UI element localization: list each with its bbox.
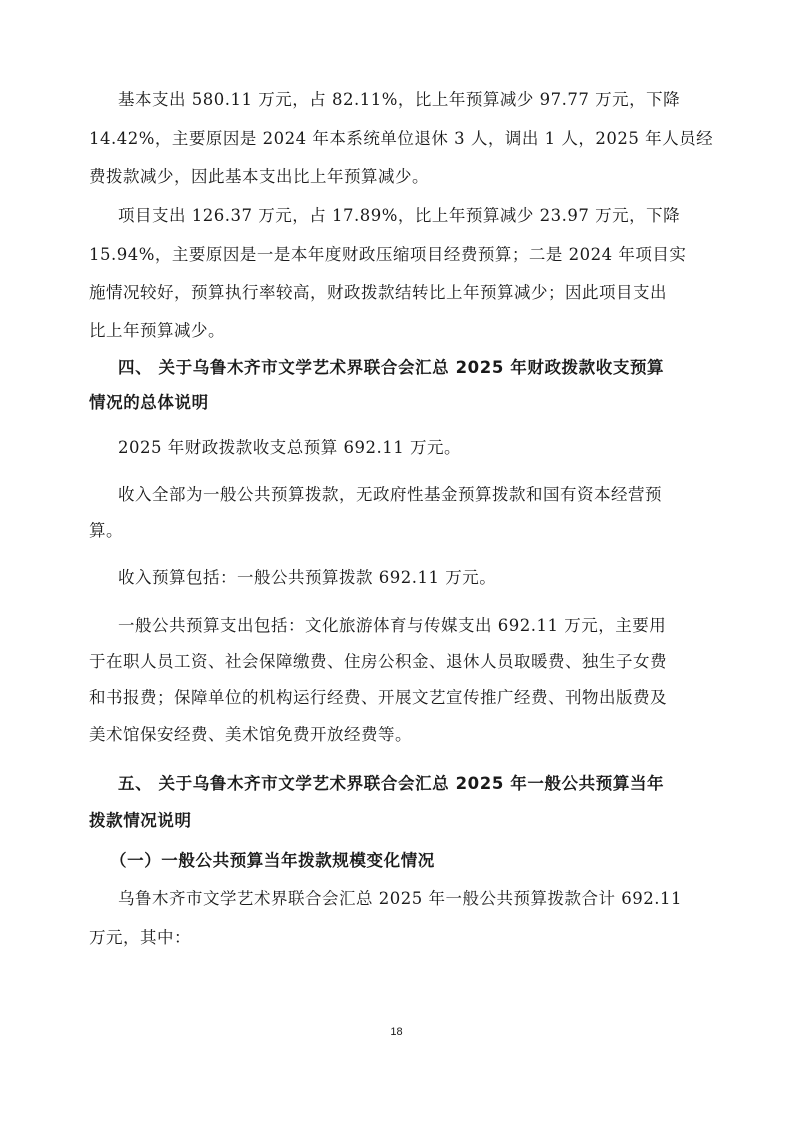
general-expenditure-line-1: 一般公共预算支出包括：文化旅游体育与传媒支出 692.11 万元，主要用 (118, 616, 667, 635)
general-expenditure-line-4: 美术馆保安经费、美术馆免费开放经费等。 (89, 725, 412, 744)
section-heading-4-line-1: 四、 关于乌鲁木齐市文学艺术界联合会汇总 2025 年财政拨款收支预算 (118, 358, 665, 377)
project-expenditure-line-4: 比上年预算减少。 (89, 321, 225, 340)
total-budget-line: 2025 年财政拨款收支总预算 692.11 万元。 (118, 438, 461, 457)
section-heading-5-line-2: 拨款情况说明 (89, 811, 192, 830)
appropriation-total-line-2: 万元，其中： (89, 928, 191, 947)
income-composition-line-1: 收入全部为一般公共预算拨款，无政府性基金预算拨款和国有资本经营预 (118, 485, 662, 504)
general-expenditure-line-3: 和书报费；保障单位的机构运行经费、开展文艺宣传推广经费、刊物出版费及 (89, 688, 667, 707)
basic-expenditure-line-3: 费拨款减少，因此基本支出比上年预算减少。 (89, 167, 429, 186)
project-expenditure-line-2: 15.94%，主要原因是一是本年度财政压缩项目经费预算；二是 2024 年项目实 (89, 245, 687, 264)
project-expenditure-line-1: 项目支出 126.37 万元，占 17.89%，比上年预算减少 23.97 万元，下降 (118, 206, 681, 225)
basic-expenditure-line-1: 基本支出 580.11 万元，占 82.11%，比上年预算减少 97.77 万元，下降 (118, 90, 681, 109)
page-number: 18 (390, 1026, 403, 1038)
project-expenditure-line-3: 施情况较好，预算执行率较高，财政拨款结转比上年预算减少；因此项目支出 (89, 283, 667, 302)
section-heading-4-line-2: 情况的总体说明 (89, 393, 209, 412)
income-composition-line-2: 算。 (89, 521, 123, 540)
income-budget-line: 收入预算包括：一般公共预算拨款 692.11 万元。 (118, 568, 497, 587)
section-heading-5-line-1: 五、 关于乌鲁木齐市文学艺术界联合会汇总 2025 年一般公共预算当年 (118, 774, 665, 793)
general-expenditure-line-2: 于在职人员工资、社会保障缴费、住房公积金、退休人员取暖费、独生子女费 (89, 652, 667, 671)
subsection-heading-1: （一）一般公共预算当年拨款规模变化情况 (110, 851, 435, 870)
appropriation-total-line-1: 乌鲁木齐市文学艺术界联合会汇总 2025 年一般公共预算拨款合计 692.11 (118, 889, 682, 908)
basic-expenditure-line-2: 14.42%，主要原因是 2024 年本系统单位退休 3 人，调出 1 人，2025 年人员经 (89, 129, 714, 148)
